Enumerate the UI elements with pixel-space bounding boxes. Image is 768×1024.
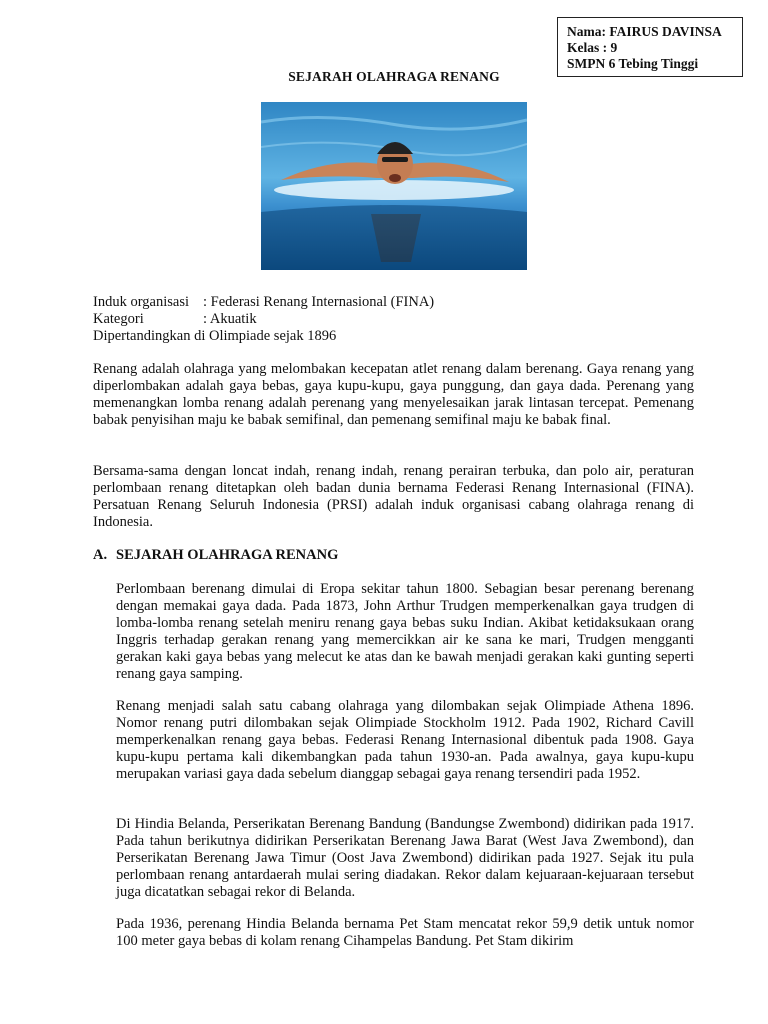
section-paragraph-1: Perlombaan berenang dimulai di Eropa sekitar tahun 1800. Sebagian besar perenang berenang dengan memakai gaya dada. Pada 1873, John Arthur Trudgen memperkenalkan gaya trudgen di lomba-lomba renang setelah meniru renang gaya bebas suku Indian. Akibat ketidaksukaan orang Inggris terhadap gerakan renang yang memercikkan air ke sana ke mari, Trudgen mengganti gerakan kaki gaya bebas yang melecut ke atas dan ke bawah menjadi gerakan kaki gunting seperti renang gaya samping. [116,581,694,682]
metadata-block [93,294,434,345]
section-paragraph-2: Renang menjadi salah satu cabang olahraga yang dilombakan sejak Olimpiade Athena 1896. Nomor renang putri dilombakan sejak Olimpiade Stockholm 1912. Pada 1902, Richard Cavill memperkenalkan renang gaya bebas. Federasi Renang Internasional dibentuk pada 1908. Gaya kupu-kupu pertama kali dikembangkan pada tahun 1930-an. Pada awalnya, gaya kupu-kupu merupakan variasi gaya dada sebelum dianggap sebagai gaya renang tersendiri pada 1952. [116,698,694,782]
document-title: SEJARAH OLAHRAGA RENANG [288,69,500,84]
meta-value: : Akuatik [203,311,257,327]
meta-row-category [93,311,434,328]
section-heading-text: SEJARAH OLAHRAGA RENANG [116,547,339,563]
student-class: Kelas : 9 [567,40,618,55]
section-number: A. [93,547,108,563]
meta-olympics-line: Dipertandingkan di Olimpiade sejak 1896 [93,328,337,344]
meta-key: Kategori [93,311,144,327]
swimmer-photo [261,102,527,270]
student-name: Nama: FAIRUS DAVINSA [567,24,722,39]
section-paragraph-3: Di Hindia Belanda, Perserikatan Berenang Bandung (Bandungse Zwembond) didirikan pada 1917. Pada tahun berikutnya didirikan Perserikatan Berenang Jawa Barat (West Java Zwembond), dan Perserikatan Berenang Jawa Timur (Oost Java Zwembond) didirikan pada 1927. Sejak itu pula perlombaan renang antardaerah mulai sering diadakan. Rekor dalam kejuaraan-kejuaraan tersebut juga dicatatkan sebagai rekor di Belanda. [116,816,694,900]
section-heading [93,547,338,564]
intro-paragraph-1: Renang adalah olahraga yang melombakan kecepatan atlet renang dalam berenang. Gaya renang yang diperlombakan adalah gaya bebas, gaya kupu-kupu, gaya punggung, dan gaya dada. Perenang yang memenangkan lomba renang adalah perenang yang menyelesaikan jarak lintasan tercepat. Pemenang babak penyisihan maju ke babak semifinal, dan pemenang semifinal maju ke babak final. [93,361,694,428]
student-info-box [557,17,743,77]
meta-value: : Federasi Renang Internasional (FINA) [203,294,435,310]
intro-paragraph-2: Bersama-sama dengan loncat indah, renang indah, renang perairan terbuka, dan polo air, peraturan perlombaan renang ditetapkan oleh badan dunia bernama Federasi Renang Internasional (FINA). Persatuan Renang Seluruh Indonesia (PRSI) adalah induk organisasi cabang olahraga renang di Indonesia. [93,463,694,530]
section-paragraph-4: Pada 1936, perenang Hindia Belanda bernama Pet Stam mencatat rekor 59,9 detik untuk nomor 100 meter gaya bebas di kolam renang Cihampelas Bandung. Pet Stam dikirim [116,916,694,949]
meta-key: Induk organisasi [93,294,189,310]
student-school: SMPN 6 Tebing Tinggi [567,56,699,71]
meta-row-organization [93,294,434,311]
